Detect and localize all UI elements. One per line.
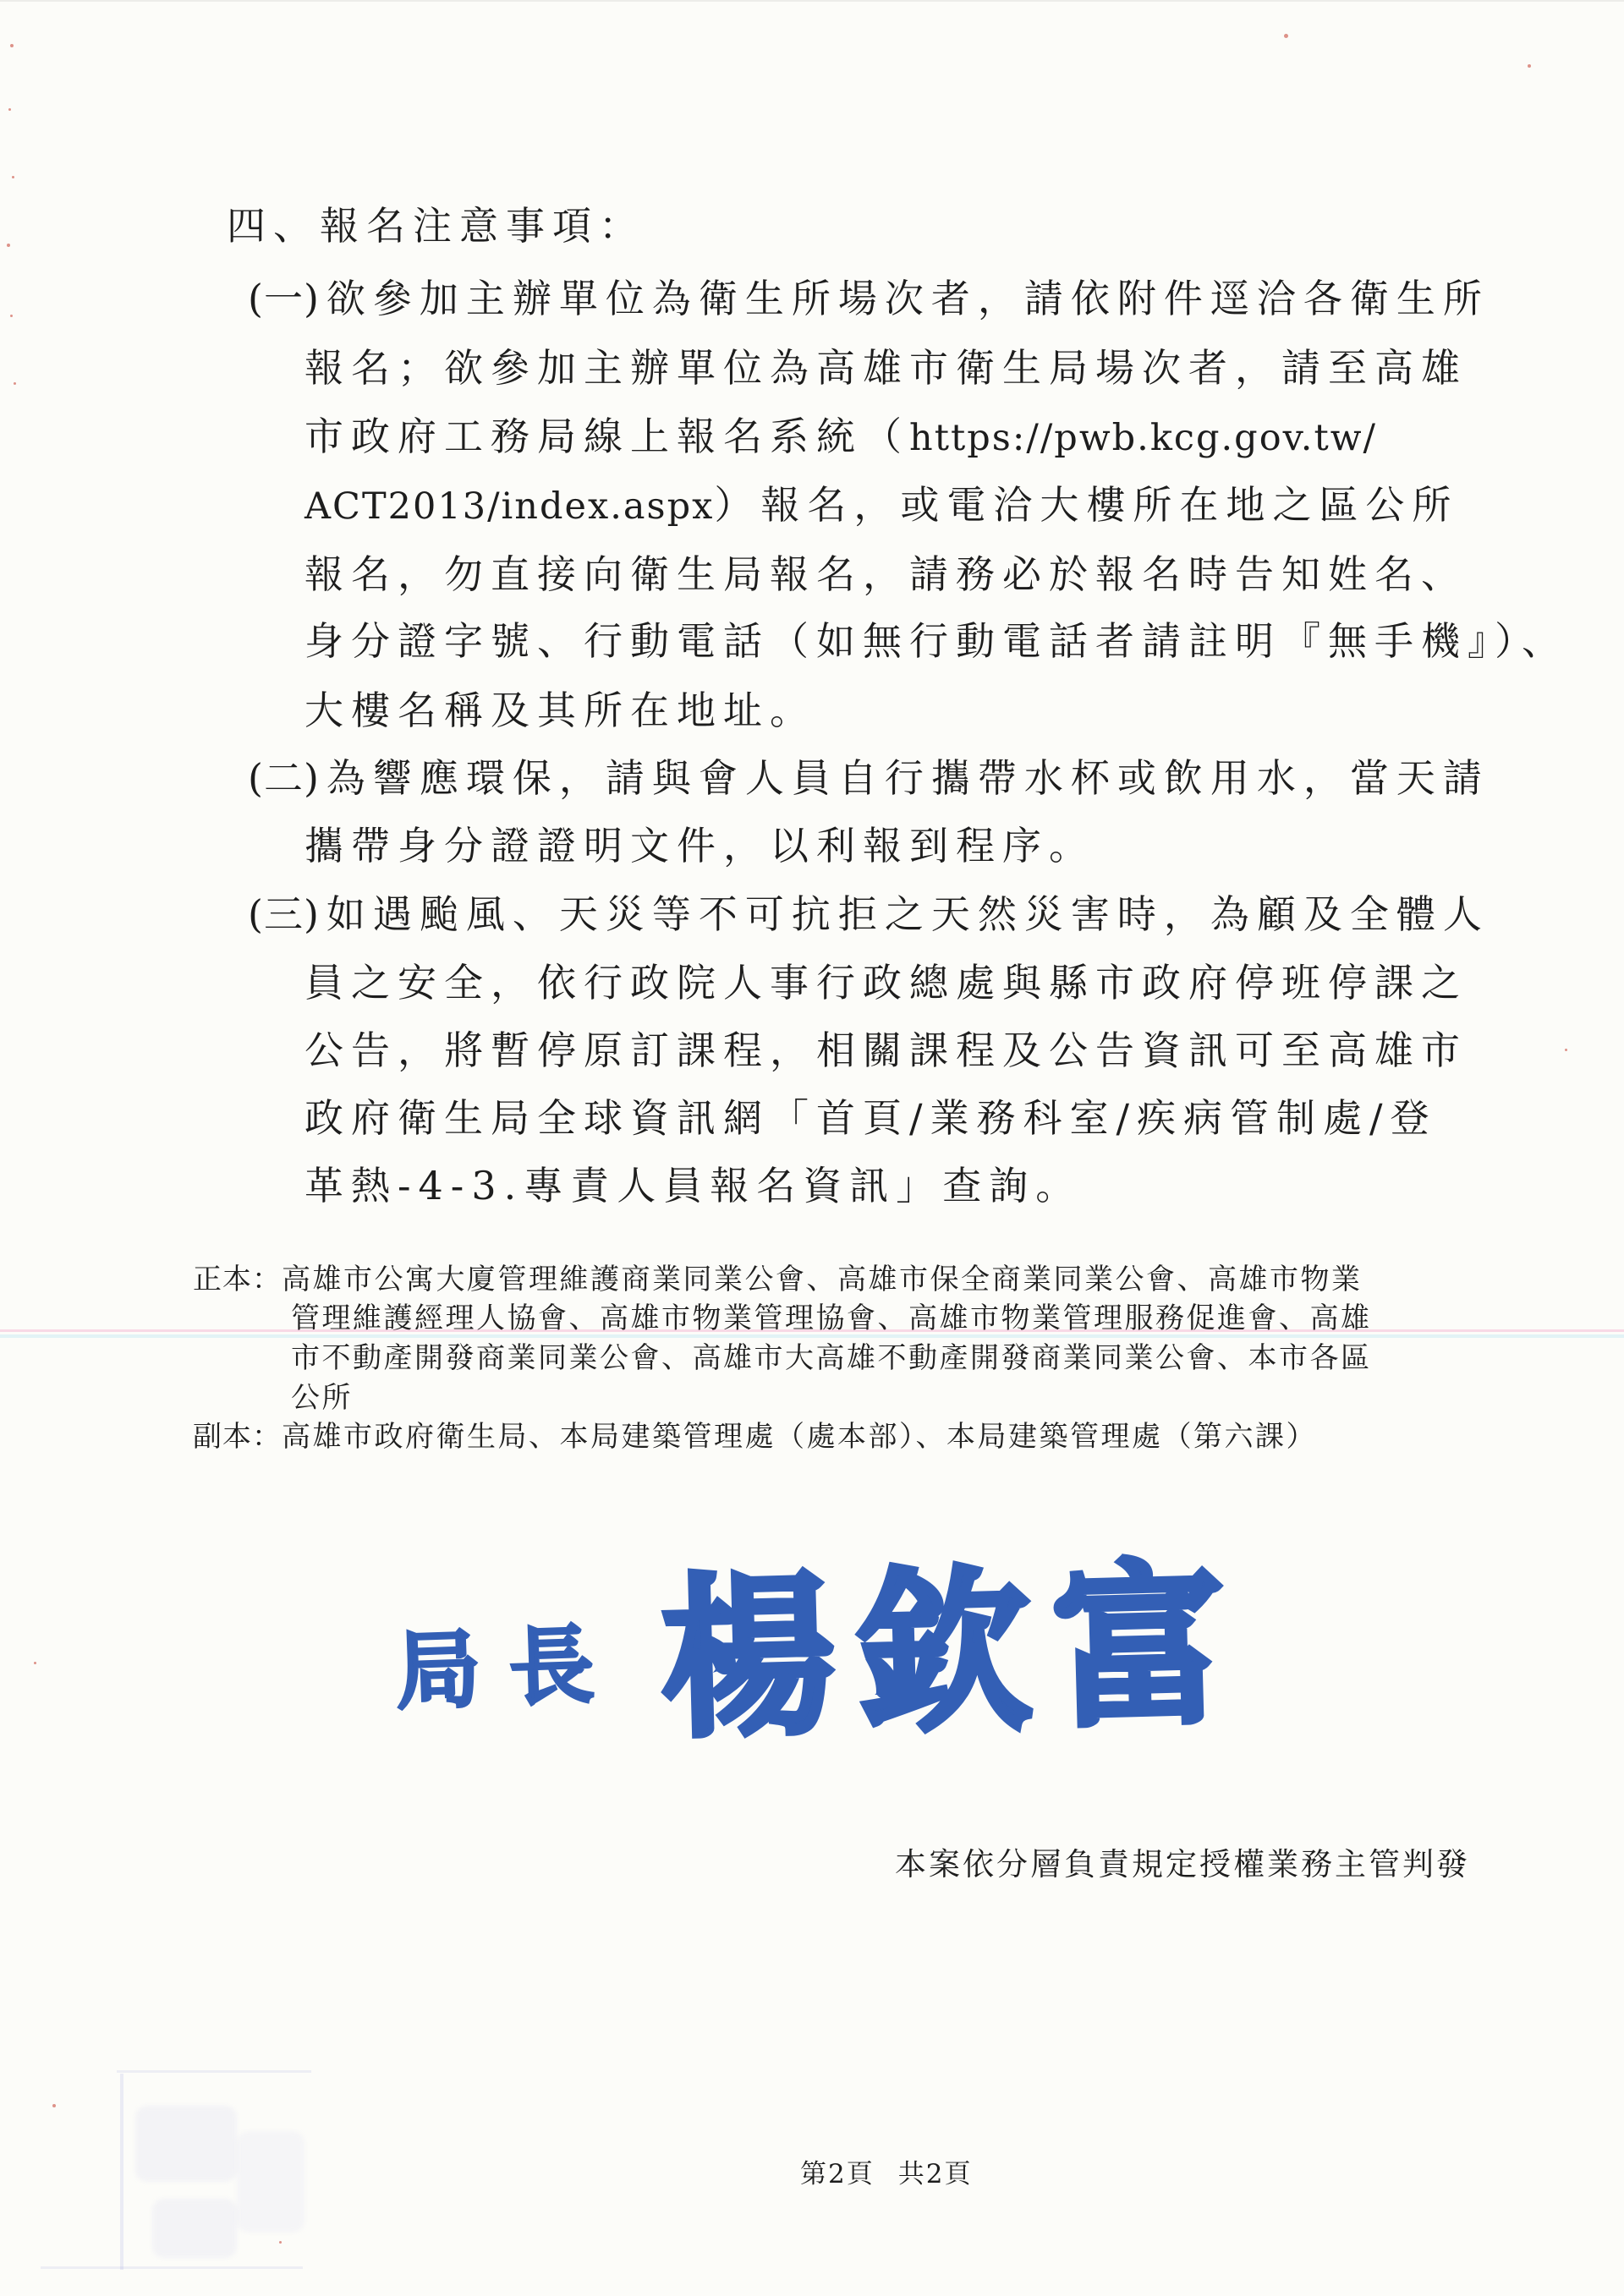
scan-speck: [34, 1662, 36, 1664]
list-line: [248, 891, 1490, 937]
original-label: 正本：: [193, 1263, 282, 1296]
scan-speck: [10, 315, 13, 317]
list-line: [304, 823, 1095, 869]
scan-speck: [1565, 1049, 1567, 1051]
body-text: 報名，勿直接向衛生局報名，請務必於報名時告知姓名、: [304, 551, 1468, 597]
bleed-through-ghost: [25, 2055, 317, 2296]
ghost-shape: [135, 2106, 237, 2182]
body-text: 公告，將暫停原訂課程，相關課程及公告資訊可至高雄市: [304, 1027, 1468, 1073]
scan-speck: [52, 2104, 56, 2107]
scan-speck: [14, 382, 16, 385]
item-label: (三): [248, 891, 320, 937]
url-text: ACT2013/index.aspx: [304, 485, 715, 528]
ghost-shape: [117, 2070, 311, 2073]
body-text: 政府衛生局全球資訊網「首頁/業務科室/疾病管制處/登: [304, 1095, 1437, 1141]
authorization-note: 本案依分層負責規定授權業務主管判發: [895, 1846, 1470, 1882]
body-text: 身分證字號、行動電話（如無行動電話者請註明『無手機』）、: [304, 618, 1568, 664]
original-recipients-line: [193, 1265, 1363, 1294]
scan-speck: [1528, 64, 1531, 68]
list-line: [304, 688, 816, 733]
recipients-text: 公所: [291, 1381, 353, 1415]
recipients-text: 高雄市公寓大廈管理維護商業同業公會、高雄市保全商業同業公會、高雄市物業: [282, 1263, 1363, 1296]
original-recipients-line: [291, 1381, 353, 1415]
body-text: 如遇颱風、天災等不可抗拒之天然災害時，為顧及全體人: [326, 891, 1490, 937]
scan-speck: [279, 2241, 282, 2244]
list-line: [304, 618, 1568, 664]
scan-speck: [12, 176, 14, 178]
list-line: [304, 1163, 1083, 1208]
scan-speck: [8, 108, 11, 111]
list-line: [304, 345, 1468, 391]
body-text: 欲參加主辦單位為衛生所場次者，請依附件逕洽各衛生所: [326, 276, 1490, 321]
list-line: [304, 1027, 1468, 1073]
ghost-shape: [120, 2074, 123, 2270]
recipients-text: 管理維護經理人協會、高雄市物業管理協會、高雄市物業管理服務促進會、高雄: [291, 1301, 1372, 1335]
list-line: [304, 482, 1459, 528]
list-line: [304, 414, 1378, 459]
list-line: [304, 1095, 1437, 1141]
copy-label: 副本：: [193, 1420, 282, 1454]
body-text: 報名；欲參加主辦單位為高雄市衛生局場次者，請至高雄: [304, 345, 1468, 391]
body-text: 員之安全，依行政院人事行政總處與縣市政府停班停課之: [304, 960, 1468, 1006]
recipients-text: 市不動產開發商業同業公會、高雄市大高雄不動產開發商業同業公會、本市各區: [291, 1341, 1372, 1375]
scan-line-artifact-cyan: [0, 1334, 1624, 1338]
scan-edge-artifact: [0, 0, 1624, 2]
page-total: 共2頁: [897, 2159, 973, 2189]
section-heading: 四、報名注意事項：: [227, 203, 645, 249]
signature-title: 局長: [394, 1614, 624, 1722]
list-line: [304, 551, 1468, 597]
body-text: ）報名，或電洽大樓所在地之區公所: [714, 482, 1459, 528]
body-text: 為響應環保，請與會人員自行攜帶水杯或飲用水，當天請: [326, 755, 1490, 801]
ghost-shape: [152, 2199, 237, 2258]
body-text: 革熱-4-3.專責人員報名資訊」查詢。: [304, 1163, 1083, 1208]
ghost-shape: [41, 2266, 303, 2269]
scan-line-artifact-pink: [0, 1329, 1624, 1332]
ghost-shape: [237, 2131, 304, 2233]
scan-speck: [10, 44, 14, 47]
copy-recipients-line: [193, 1420, 1317, 1454]
body-text: 攜帶身分證證明文件，以利報到程序。: [304, 823, 1095, 869]
page-number: 第2頁: [800, 2159, 875, 2189]
scan-speck: [1284, 34, 1288, 38]
url-text: https://pwb.kcg.gov.tw/: [909, 417, 1378, 459]
item-label: (二): [248, 755, 320, 801]
recipients-text: 高雄市政府衛生局、本局建築管理處（處本部）、本局建築管理處（第六課）: [282, 1420, 1317, 1454]
list-line: [304, 960, 1468, 1006]
body-text: 市政府工務局線上報名系統（: [304, 414, 909, 459]
scan-speck: [7, 244, 10, 247]
list-line: [248, 755, 1490, 801]
signature-name: 楊欽富: [658, 1543, 1251, 1762]
original-recipients-line: [291, 1301, 1372, 1335]
body-text: 大樓名稱及其所在地址。: [304, 688, 816, 733]
list-line: [248, 276, 1490, 321]
item-label: (一): [248, 276, 320, 321]
original-recipients-line: [291, 1341, 1372, 1375]
page-footer: [800, 2159, 973, 2189]
